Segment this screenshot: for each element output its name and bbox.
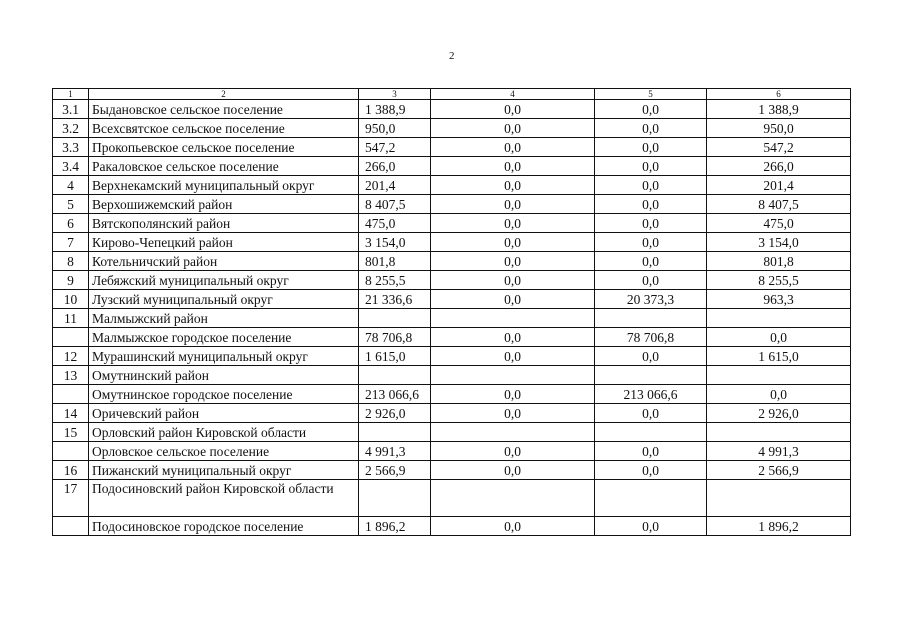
row-name: Быдановское сельское поселение bbox=[89, 100, 359, 119]
value-col-5: 0,0 bbox=[595, 100, 707, 119]
row-name: Мурашинский муниципальный округ bbox=[89, 347, 359, 366]
value-col-4: 0,0 bbox=[431, 461, 595, 480]
value-col-6: 8 407,5 bbox=[707, 195, 851, 214]
value-col-3: 1 896,2 bbox=[359, 517, 431, 536]
row-number bbox=[53, 385, 89, 404]
table-row bbox=[53, 517, 851, 536]
value-col-4: 0,0 bbox=[431, 404, 595, 423]
value-col-4: 0,0 bbox=[431, 271, 595, 290]
value-col-5: 0,0 bbox=[595, 119, 707, 138]
header-col-2: 2 bbox=[89, 89, 359, 100]
value-col-6: 801,8 bbox=[707, 252, 851, 271]
value-col-6: 201,4 bbox=[707, 176, 851, 195]
row-number: 3.2 bbox=[53, 119, 89, 138]
table-row bbox=[53, 328, 851, 347]
value-col-6 bbox=[707, 423, 851, 442]
value-col-3: 2 926,0 bbox=[359, 404, 431, 423]
value-col-3: 3 154,0 bbox=[359, 233, 431, 252]
value-col-6: 963,3 bbox=[707, 290, 851, 309]
header-row bbox=[53, 89, 851, 100]
row-name: Прокопьевское сельское поселение bbox=[89, 138, 359, 157]
row-number: 12 bbox=[53, 347, 89, 366]
value-col-4: 0,0 bbox=[431, 176, 595, 195]
value-col-4: 0,0 bbox=[431, 157, 595, 176]
row-name: Малмыжский район bbox=[89, 309, 359, 328]
row-name: Вятскополянский район bbox=[89, 214, 359, 233]
row-number: 3.1 bbox=[53, 100, 89, 119]
table-row bbox=[53, 176, 851, 195]
table-row bbox=[53, 271, 851, 290]
row-name: Орловский район Кировской области bbox=[89, 423, 359, 442]
value-col-6 bbox=[707, 480, 851, 517]
value-col-6: 0,0 bbox=[707, 385, 851, 404]
value-col-3 bbox=[359, 423, 431, 442]
row-number: 3.4 bbox=[53, 157, 89, 176]
table-row bbox=[53, 157, 851, 176]
header-col-4: 4 bbox=[431, 89, 595, 100]
value-col-6: 1 388,9 bbox=[707, 100, 851, 119]
row-number: 10 bbox=[53, 290, 89, 309]
table-row bbox=[53, 442, 851, 461]
row-name: Подосиновский район Кировской области bbox=[89, 480, 359, 517]
value-col-3 bbox=[359, 366, 431, 385]
value-col-3: 1 615,0 bbox=[359, 347, 431, 366]
row-number: 7 bbox=[53, 233, 89, 252]
value-col-4: 0,0 bbox=[431, 252, 595, 271]
value-col-6: 0,0 bbox=[707, 328, 851, 347]
value-col-3: 213 066,6 bbox=[359, 385, 431, 404]
row-name: Котельничский район bbox=[89, 252, 359, 271]
value-col-3: 201,4 bbox=[359, 176, 431, 195]
value-col-5: 0,0 bbox=[595, 233, 707, 252]
table-row bbox=[53, 385, 851, 404]
value-col-3: 475,0 bbox=[359, 214, 431, 233]
table-row bbox=[53, 423, 851, 442]
value-col-4 bbox=[431, 366, 595, 385]
value-col-4 bbox=[431, 480, 595, 517]
value-col-6: 475,0 bbox=[707, 214, 851, 233]
row-name: Кирово-Чепецкий район bbox=[89, 233, 359, 252]
row-name: Лебяжский муниципальный округ bbox=[89, 271, 359, 290]
value-col-6: 1 615,0 bbox=[707, 347, 851, 366]
value-col-5 bbox=[595, 423, 707, 442]
page-number: 2 bbox=[449, 50, 455, 62]
row-name: Ракаловское сельское поселение bbox=[89, 157, 359, 176]
row-number bbox=[53, 328, 89, 347]
value-col-3: 4 991,3 bbox=[359, 442, 431, 461]
row-number bbox=[53, 517, 89, 536]
value-col-5: 0,0 bbox=[595, 214, 707, 233]
value-col-4 bbox=[431, 423, 595, 442]
header-col-3: 3 bbox=[359, 89, 431, 100]
table-row bbox=[53, 347, 851, 366]
value-col-3: 950,0 bbox=[359, 119, 431, 138]
value-col-4 bbox=[431, 309, 595, 328]
value-col-6: 547,2 bbox=[707, 138, 851, 157]
row-number: 3.3 bbox=[53, 138, 89, 157]
value-col-5: 213 066,6 bbox=[595, 385, 707, 404]
value-col-5: 0,0 bbox=[595, 157, 707, 176]
table-row bbox=[53, 138, 851, 157]
value-col-6: 2 926,0 bbox=[707, 404, 851, 423]
value-col-4: 0,0 bbox=[431, 100, 595, 119]
value-col-6: 4 991,3 bbox=[707, 442, 851, 461]
table-row bbox=[53, 404, 851, 423]
row-name: Подосиновское городское поселение bbox=[89, 517, 359, 536]
value-col-5: 0,0 bbox=[595, 252, 707, 271]
header-col-1: 1 bbox=[53, 89, 89, 100]
row-name: Верхошижемский район bbox=[89, 195, 359, 214]
row-name: Лузский муниципальный округ bbox=[89, 290, 359, 309]
value-col-5: 0,0 bbox=[595, 404, 707, 423]
row-name: Оричевский район bbox=[89, 404, 359, 423]
value-col-6: 3 154,0 bbox=[707, 233, 851, 252]
row-number: 16 bbox=[53, 461, 89, 480]
table-row bbox=[53, 290, 851, 309]
value-col-6: 8 255,5 bbox=[707, 271, 851, 290]
row-number: 15 bbox=[53, 423, 89, 442]
table-row bbox=[53, 461, 851, 480]
value-col-5: 0,0 bbox=[595, 271, 707, 290]
header-col-5: 5 bbox=[595, 89, 707, 100]
row-number bbox=[53, 442, 89, 461]
row-number: 6 bbox=[53, 214, 89, 233]
row-number: 4 bbox=[53, 176, 89, 195]
row-name: Пижанский муниципальный округ bbox=[89, 461, 359, 480]
value-col-3: 78 706,8 bbox=[359, 328, 431, 347]
table-row bbox=[53, 366, 851, 385]
value-col-4: 0,0 bbox=[431, 195, 595, 214]
value-col-6: 266,0 bbox=[707, 157, 851, 176]
value-col-5: 0,0 bbox=[595, 442, 707, 461]
value-col-6: 950,0 bbox=[707, 119, 851, 138]
row-number: 11 bbox=[53, 309, 89, 328]
table-body bbox=[53, 100, 851, 536]
row-number: 17 bbox=[53, 480, 89, 517]
value-col-3: 8 255,5 bbox=[359, 271, 431, 290]
table-row bbox=[53, 119, 851, 138]
value-col-6 bbox=[707, 309, 851, 328]
value-col-6: 1 896,2 bbox=[707, 517, 851, 536]
table-row bbox=[53, 309, 851, 328]
value-col-5 bbox=[595, 480, 707, 517]
row-name: Орловское сельское поселение bbox=[89, 442, 359, 461]
value-col-3: 1 388,9 bbox=[359, 100, 431, 119]
value-col-5: 0,0 bbox=[595, 461, 707, 480]
budget-table bbox=[52, 88, 851, 536]
value-col-3 bbox=[359, 309, 431, 328]
value-col-5: 0,0 bbox=[595, 195, 707, 214]
value-col-4: 0,0 bbox=[431, 138, 595, 157]
row-name: Омутнинский район bbox=[89, 366, 359, 385]
row-number: 8 bbox=[53, 252, 89, 271]
value-col-5: 0,0 bbox=[595, 517, 707, 536]
table-header bbox=[53, 89, 851, 100]
value-col-4: 0,0 bbox=[431, 233, 595, 252]
value-col-5: 20 373,3 bbox=[595, 290, 707, 309]
row-name: Омутнинское городское поселение bbox=[89, 385, 359, 404]
value-col-6: 2 566,9 bbox=[707, 461, 851, 480]
value-col-5: 0,0 bbox=[595, 176, 707, 195]
row-name: Верхнекамский муниципальный округ bbox=[89, 176, 359, 195]
row-number: 13 bbox=[53, 366, 89, 385]
table-row bbox=[53, 195, 851, 214]
value-col-3: 2 566,9 bbox=[359, 461, 431, 480]
value-col-4: 0,0 bbox=[431, 442, 595, 461]
value-col-3: 21 336,6 bbox=[359, 290, 431, 309]
value-col-4: 0,0 bbox=[431, 290, 595, 309]
row-number: 9 bbox=[53, 271, 89, 290]
value-col-3: 547,2 bbox=[359, 138, 431, 157]
table-row bbox=[53, 214, 851, 233]
value-col-3: 266,0 bbox=[359, 157, 431, 176]
value-col-4: 0,0 bbox=[431, 328, 595, 347]
value-col-5 bbox=[595, 366, 707, 385]
value-col-3: 801,8 bbox=[359, 252, 431, 271]
row-number: 5 bbox=[53, 195, 89, 214]
value-col-5: 78 706,8 bbox=[595, 328, 707, 347]
value-col-4: 0,0 bbox=[431, 347, 595, 366]
table-row bbox=[53, 252, 851, 271]
header-col-6: 6 bbox=[707, 89, 851, 100]
value-col-3 bbox=[359, 480, 431, 517]
value-col-4: 0,0 bbox=[431, 119, 595, 138]
value-col-4: 0,0 bbox=[431, 385, 595, 404]
table-row bbox=[53, 100, 851, 119]
value-col-5 bbox=[595, 309, 707, 328]
row-number: 14 bbox=[53, 404, 89, 423]
row-name: Всехсвятское сельское поселение bbox=[89, 119, 359, 138]
table-row bbox=[53, 480, 851, 517]
value-col-3: 8 407,5 bbox=[359, 195, 431, 214]
value-col-4: 0,0 bbox=[431, 517, 595, 536]
value-col-6 bbox=[707, 366, 851, 385]
value-col-5: 0,0 bbox=[595, 347, 707, 366]
row-name: Малмыжское городское поселение bbox=[89, 328, 359, 347]
value-col-5: 0,0 bbox=[595, 138, 707, 157]
value-col-4: 0,0 bbox=[431, 214, 595, 233]
table-row bbox=[53, 233, 851, 252]
